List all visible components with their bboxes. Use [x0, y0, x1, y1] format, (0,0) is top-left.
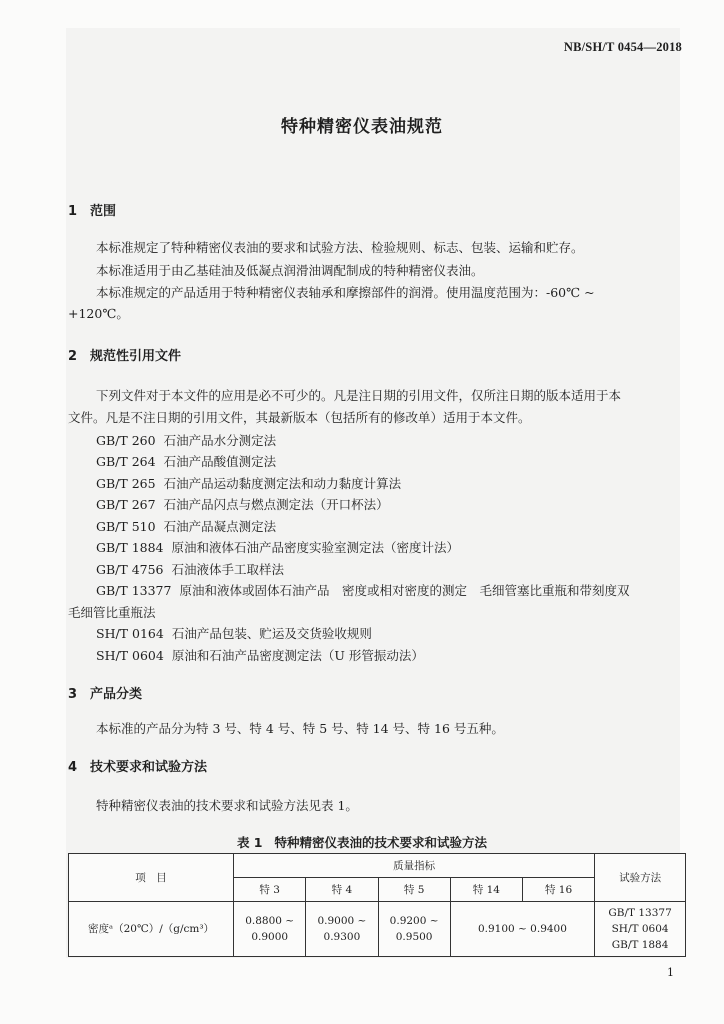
value-cell: [378, 902, 450, 957]
method-line: GB/T 1884: [611, 939, 669, 951]
header-item: 项 目: [69, 854, 234, 902]
section-number: 2: [68, 349, 78, 364]
reference-code: GB/T 265: [96, 476, 156, 491]
reference-item: [96, 560, 284, 578]
paragraph-continued: +120℃。: [68, 306, 129, 321]
grade-header: 特 5: [378, 878, 450, 902]
reference-title: 石油产品凝点测定法: [163, 519, 277, 534]
value-cell: [306, 902, 378, 957]
reference-title: 原油和液体或固体石油产品 密度或相对密度的测定 毛细管塞比重瓶和带刻度双: [179, 583, 630, 598]
method-cell: [595, 902, 686, 957]
table-caption: [0, 833, 724, 851]
method-line: SH/T 0604: [611, 923, 669, 935]
reference-item: [96, 517, 276, 535]
table-row: [69, 902, 686, 957]
reference-code: GB/T 1884: [96, 540, 164, 555]
reference-item: [96, 538, 459, 556]
section-1-heading: [68, 200, 116, 219]
reference-code: GB/T 264: [96, 454, 156, 469]
reference-code: GB/T 13377: [96, 583, 172, 598]
value-line: 0.8800 ~: [245, 915, 295, 927]
section-number: 4: [68, 760, 78, 775]
section-title: 产品分类: [90, 687, 143, 702]
table-number: 表 1: [236, 835, 263, 850]
paragraph: 下列文件对于本文件的应用是必不可少的。凡是注日期的引用文件，仅所注日期的版本适用于本: [96, 388, 622, 403]
reference-title: 石油产品运动黏度测定法和动力黏度计算法: [163, 476, 402, 491]
table-title: 特种精密仪表油的技术要求和试验方法: [274, 835, 488, 850]
spec-table: [68, 853, 686, 957]
paragraph: 本标准适用于由乙基硅油及低凝点润滑油调配制成的特种精密仪表油。: [96, 263, 484, 278]
table-header-row: [69, 854, 686, 878]
reference-title: 石油产品包装、贮运及交货验收规则: [171, 626, 372, 641]
section-number: 1: [68, 204, 78, 219]
value-line: 0.9000: [251, 931, 289, 943]
method-line: GB/T 13377: [608, 907, 672, 919]
reference-code: GB/T 267: [96, 497, 156, 512]
reference-title-continued: 毛细管比重瓶法: [68, 605, 156, 620]
section-title: 规范性引用文件: [90, 349, 182, 364]
paragraph: 特种精密仪表油的技术要求和试验方法见表 1。: [96, 798, 358, 813]
value-cell: 0.9100 ~ 0.9400: [450, 902, 594, 957]
section-2-heading: [68, 345, 181, 364]
section-3-heading: [68, 683, 142, 702]
header-quality: 质量指标: [234, 854, 595, 878]
reference-title: 石油产品酸值测定法: [163, 454, 277, 469]
row-item: 密度ᵃ（20℃）/（g/cm³）: [69, 902, 234, 957]
value-line: 0.9200 ~: [389, 915, 439, 927]
reference-title: 石油液体手工取样法: [171, 562, 285, 577]
reference-title: 石油产品闪点与燃点测定法（开口杯法）: [163, 497, 389, 512]
reference-title: 原油和石油产品密度测定法（U 形管振动法）: [171, 648, 424, 663]
paragraph-continued: 文件。凡是不注日期的引用文件，其最新版本（包括所有的修改单）适用于本文件。: [68, 410, 531, 425]
paragraph: 本标准规定了特种精密仪表油的要求和试验方法、检验规则、标志、包装、运输和贮存。: [96, 240, 584, 255]
reference-item: [96, 495, 389, 513]
standard-code: NB/SH/T 0454—2018: [563, 40, 682, 54]
reference-item: [96, 624, 372, 642]
reference-code: GB/T 510: [96, 519, 156, 534]
value-line: 0.9300: [323, 931, 361, 943]
grade-header: 特 4: [306, 878, 378, 902]
grade-header: 特 16: [522, 878, 594, 902]
reference-item: [96, 431, 276, 449]
reference-code: GB/T 4756: [96, 562, 164, 577]
grade-header: 特 3: [234, 878, 306, 902]
section-title: 技术要求和试验方法: [90, 760, 208, 775]
value-cell: [234, 902, 306, 957]
document-title: 特种精密仪表油规范: [281, 117, 443, 137]
section-number: 3: [68, 687, 78, 702]
reference-code: GB/T 260: [96, 433, 156, 448]
reference-item: [96, 452, 276, 470]
reference-item: [96, 474, 401, 492]
header-method: 试验方法: [595, 854, 686, 902]
scan-background: [66, 28, 680, 958]
value-line: 0.9000 ~: [317, 915, 367, 927]
reference-title: 原油和液体石油产品密度实验室测定法（密度计法）: [171, 540, 460, 555]
section-4-heading: [68, 756, 207, 775]
section-title: 范围: [90, 204, 117, 219]
grade-header: 特 14: [450, 878, 522, 902]
reference-item: [96, 646, 424, 664]
page-number: 1: [667, 966, 674, 979]
reference-item: [96, 581, 629, 599]
reference-code: SH/T 0604: [96, 648, 164, 663]
reference-title: 石油产品水分测定法: [163, 433, 277, 448]
paragraph: 本标准规定的产品适用于特种精密仪表轴承和摩擦部件的润滑。使用温度范围为：-60℃ ~: [96, 285, 595, 300]
reference-code: SH/T 0164: [96, 626, 164, 641]
paragraph: 本标准的产品分为特 3 号、特 4 号、特 5 号、特 14 号、特 16 号五种。: [96, 721, 504, 736]
value-line: 0.9500: [395, 931, 433, 943]
